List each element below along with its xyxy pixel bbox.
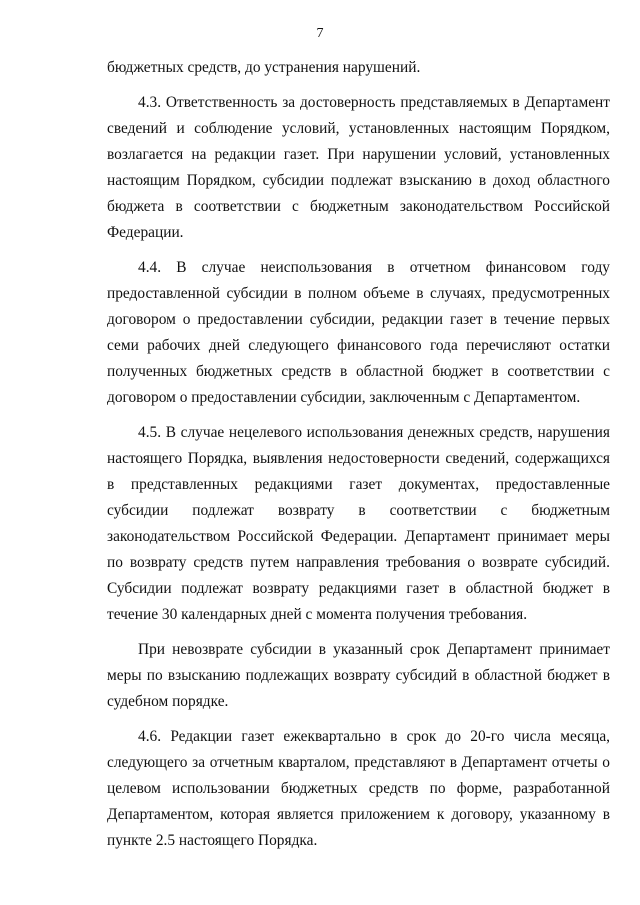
paragraph-4-4: 4.4. В случае неиспользования в отчетном финансовом году предоставленной субсидии в полном объеме в случаях, предусмотренных договором о предоставлении субсидии, редакции газет в течение первых семи рабочих дней следующего финансового года перечисляют остатки полученных бюджетных средств в областной бюджет в соответствии с договором о предоставлении субсидии, заключенным с Департаментом. — [107, 259, 610, 406]
paragraph-4-5: 4.5. В случае нецелевого использования денежных средств, нарушения настоящего Порядка, выявления недостоверности сведений, содержащихся в представленных редакциями газет документах, предоставленные субсидии подлежат возврату в соответствии с бюджетным законодательством Российской Федерации. Департамент принимает меры по возврату средств путем направления требования о возврате субсидий. Субсидии подлежат возврату редакциями газет в областной бюджет в течение 30 календарных дней с момента получения требования. — [107, 424, 610, 623]
paragraph-4-6: 4.6. Редакции газет ежеквартально в срок до 20-го числа месяца, следующего за отчетным кварталом, представляют в Департамент отчеты о целевом использовании бюджетных средств по форме, разработанной Департаментом, которая является приложением к договору, указанному в пункте 2.5 настоящего Порядка. — [107, 728, 610, 849]
paragraph-4-3: 4.3. Ответственность за достоверность представляемых в Департамент сведений и соблюдение условий, установленных настоящим Порядком, возлагается на редакции газет. При нарушении условий, установленных настоящим Порядком, субсидии подлежат взысканию в доход областного бюджета в соответствии с бюджетным законодательством Российской Федерации. — [107, 94, 610, 241]
paragraph-continuation: бюджетных средств, до устранения нарушений. — [107, 59, 421, 76]
page-number: 7 — [316, 26, 324, 41]
paragraph-non-return: При невозврате субсидии в указанный срок Департамент принимает меры по взысканию подлежащих возврату субсидий в областной бюджет в судебном порядке. — [107, 641, 610, 710]
document-body — [107, 55, 610, 863]
